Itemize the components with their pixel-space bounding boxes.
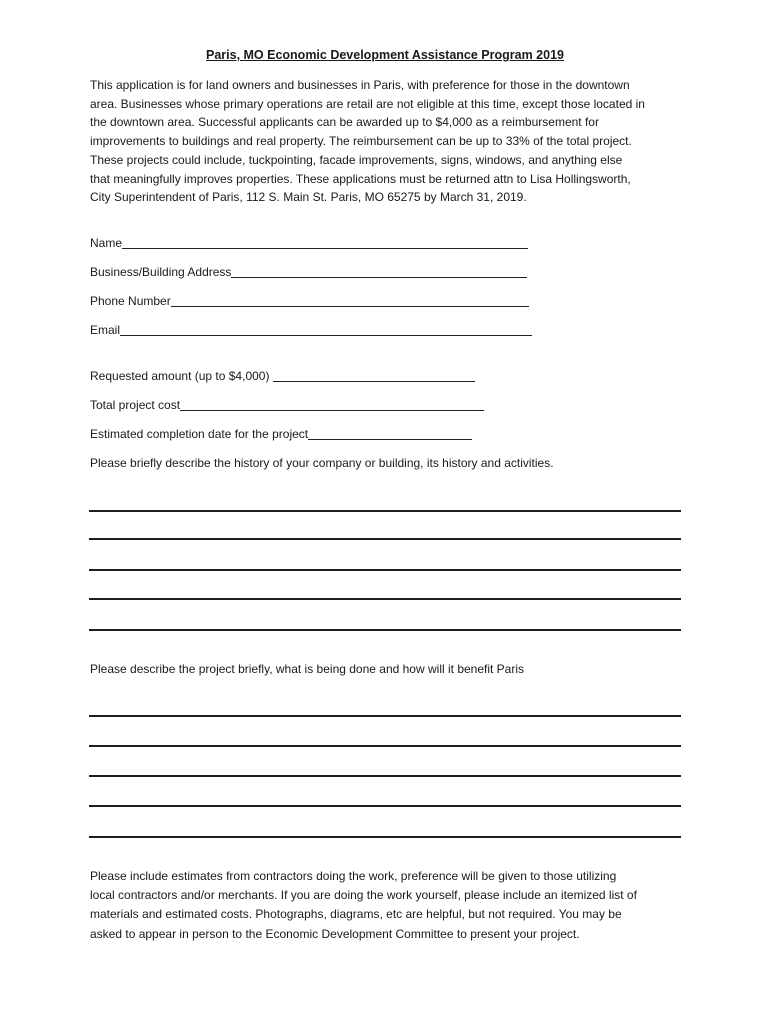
project-prompt: Please describe the project briefly, what is being done and how will it benefit Paris — [90, 662, 525, 676]
intro-line: City Superintendent of Paris, 112 S. Main St. Paris, MO 65275 by March 31, 2019. — [90, 190, 527, 205]
total-cost-field[interactable] — [90, 398, 484, 412]
document-title: Paris, MO Economic Development Assistance Program 2019 — [205, 48, 564, 62]
requested-amount-field[interactable] — [90, 369, 475, 383]
project-answer-line[interactable] — [89, 836, 681, 838]
name-field[interactable] — [90, 236, 528, 250]
closing-line: asked to appear in person to the Economic Development Committee to present your project. — [90, 926, 580, 941]
requested-amount-label: Requested amount (up to $4,000) — [90, 369, 270, 383]
project-answer-line[interactable] — [89, 775, 681, 777]
address-blank[interactable] — [231, 266, 527, 278]
project-answer-line[interactable] — [89, 805, 681, 807]
completion-date-blank[interactable] — [308, 428, 472, 440]
closing-line: materials and estimated costs. Photographs, diagrams, etc are helpful, but not required. You may be — [90, 907, 622, 922]
closing-line: Please include estimates from contractors doing the work, preference will be given to those utilizing — [90, 869, 617, 883]
name-blank[interactable] — [122, 237, 528, 249]
intro-paragraph — [90, 76, 685, 207]
intro-line: the downtown area. Successful applicants can be awarded up to $4,000 as a reimbursement for — [90, 115, 599, 130]
history-answer-line[interactable] — [89, 598, 681, 600]
completion-date-field[interactable] — [90, 427, 472, 441]
email-blank[interactable] — [120, 324, 532, 336]
address-label: Business/Building Address — [90, 265, 232, 279]
intro-line: This application is for land owners and businesses in Paris, with preference for those in the downtown — [90, 78, 630, 92]
history-answer-line[interactable] — [89, 538, 681, 540]
history-prompt: Please briefly describe the history of your company or building, its history and activities. — [90, 456, 554, 470]
phone-label: Phone Number — [90, 294, 171, 308]
requested-amount-blank[interactable] — [273, 370, 475, 382]
total-cost-blank[interactable] — [180, 399, 484, 411]
completion-date-label: Estimated completion date for the project — [90, 427, 309, 441]
phone-blank[interactable] — [171, 295, 529, 307]
email-field[interactable] — [90, 323, 532, 337]
project-answer-line[interactable] — [89, 745, 681, 747]
intro-line: area. Businesses whose primary operations are retail are not eligible at this time, except those located in — [90, 96, 645, 111]
email-label: Email — [90, 323, 121, 337]
history-answer-line[interactable] — [89, 629, 681, 631]
history-answer-line[interactable] — [89, 510, 681, 512]
intro-line: improvements to buildings and real property. The reimbursement can be up to 33% of the total project. — [90, 134, 632, 149]
closing-line: local contractors and/or merchants. If you are doing the work yourself, please include an itemized list of — [90, 888, 637, 903]
name-label: Name — [90, 236, 123, 250]
history-answer-line[interactable] — [89, 569, 681, 571]
closing-instructions — [90, 867, 690, 944]
intro-line: that meaningfully improves properties. These applications must be returned attn to Lisa Hollingsworth, — [90, 171, 631, 186]
project-answer-line[interactable] — [89, 715, 681, 717]
address-field[interactable] — [90, 265, 527, 279]
intro-line: These projects could include, tuckpointing, facade improvements, signs, windows, and anything else — [90, 152, 623, 167]
phone-field[interactable] — [90, 294, 529, 308]
total-cost-label: Total project cost — [90, 398, 181, 412]
